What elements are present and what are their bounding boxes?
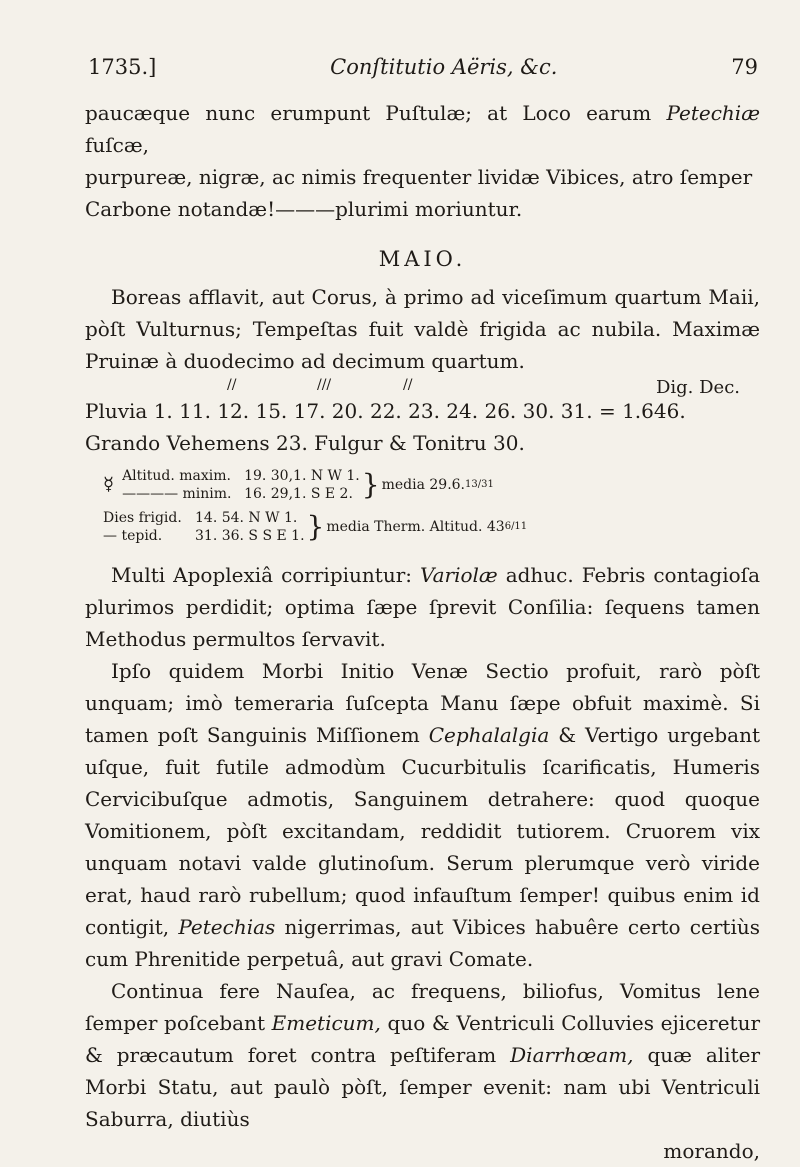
paragraph-method <box>85 655 760 975</box>
alt-media: media 29.6. <box>381 477 465 493</box>
weather-paragraph: Boreas afflavit, aut Corus, à primo ad viceſimum quartum Maii, pòſt Vulturnus; Tempeſtas fuit valdè frigida ac nubila. Maximæ Pruinæ à duodecimo ad decimum quartum. <box>85 285 760 373</box>
p3-italic-2: Petechias <box>178 915 276 939</box>
p3-text-c: & Vertigo urgebant uſque, fuit futile admodùm Cucurbitulis ſcarificatis, Humeris Cervicibuſque admotis, Sanguinem detrahere: quod quoque Vomitionem, pòſt excitandam, reddidit tutiorem. Cruorem vix unquam notavi valde glutinoſum. Serum plerumque verò viride erat, haud rarò rubellum; quod infauſtum ſemper! quibus enim id contigit, <box>85 723 760 939</box>
alt-max-label: Altitud. maxim. <box>122 468 231 484</box>
intro-line-3: Carbone notandæ!———plurimi moriuntur. <box>85 197 523 221</box>
paragraph-emetic <box>85 975 760 1135</box>
intro-text: paucæque nunc erumpunt Puſtulæ; at Loco earum <box>85 101 667 125</box>
p3-text-e: nigerrimas, aut Vibices habuêre certo certiùs cum Phrenitide perpetuâ, aut gravi Comate. <box>85 915 760 971</box>
dies-frigid-value: 14. 54. N W 1. <box>195 510 298 526</box>
alt-min-label: ———— minim. <box>122 486 232 502</box>
alt-media-frac: 13/31 <box>465 479 494 490</box>
p4-text-a: Continua fere Nauſea, ac frequens, biliofus, Vomitus lene ſemper poſcebant <box>85 979 760 1035</box>
dies-tepid-label: — tepid. <box>103 528 163 544</box>
catchword: morando, <box>663 1139 760 1163</box>
observation-table <box>103 467 760 545</box>
p4-italic-1: Emeticum, <box>271 1011 381 1035</box>
dies-frigid-label: Dies frigid. <box>103 510 182 526</box>
brace-icon: } <box>306 510 325 543</box>
paragraph-disease <box>85 559 760 655</box>
p2-text-c: adhuc. Febris contagioſa plurimos perdidit; optima ſæpe ſprevit Conſilia: ſequens tamen Methodus permultos ſervavit. <box>85 563 760 651</box>
page-number: 79 <box>731 55 758 79</box>
intro-line-2: purpureæ, nigræ, ac nimis frequenter lividæ Vibices, atro ſemper <box>85 165 753 189</box>
p2-text-a: Multi Apoplexiâ corripiuntur: <box>111 563 420 587</box>
month-heading: MAIO. <box>378 247 467 271</box>
mercury-symbol: ☿ <box>103 474 115 495</box>
alt-max-value: 19. 30,1. N W 1. <box>244 468 360 484</box>
hail-line: Grando Vehemens 23. Fulgur & Tonitru 30. <box>85 431 525 455</box>
therm-media: media Therm. Altitud. 43 <box>326 519 505 535</box>
year-label: 1735.] <box>88 55 157 79</box>
dies-frigid-row <box>103 509 305 527</box>
altitude-group <box>103 467 760 503</box>
p3-text-a: Ipſo quidem Morbi Initio Venæ Sectio profuit, rarò pòſt unquam; imò temeraria ſuſcepta Manu ſæpe obfuit maximè. Si tamen poſt Sanguinis Miſſionem <box>85 659 760 747</box>
alt-min-value: 16. 29,1. S E 2. <box>244 486 353 502</box>
rain-mark-1: // <box>227 377 237 393</box>
dies-tepid-value: 31. 36. S S E 1. <box>195 528 305 544</box>
intro-line-1 <box>85 97 760 161</box>
p2-italic: Variolæ <box>419 563 498 587</box>
rain-mark-3: // <box>403 377 413 393</box>
dies-group <box>103 509 760 545</box>
rain-line: Pluvia 1. 11. 12. 15. 17. 20. 22. 23. 24. 26. 30. 31. = 1.646. <box>85 399 686 423</box>
text-body <box>85 559 760 1167</box>
p4-text-c: quo & Ventriculi Colluvies ejiceretur & præcautum foret contra peſtiferam <box>85 1011 761 1067</box>
p4-text-e: quæ aliter Morbi Statu, aut paulò pòſt, ſemper evenit: nam ubi Ventriculi Saburra, diutiùs <box>85 1043 760 1131</box>
p4-italic-2: Diarrhœam, <box>510 1043 634 1067</box>
dig-dec-label: Dig. Dec. <box>655 377 740 398</box>
running-title: Conſtitutio Aëris, &c. <box>330 55 558 79</box>
dies-rows <box>103 509 305 545</box>
rain-mark-2: /// <box>317 377 332 393</box>
running-header <box>88 52 758 82</box>
altitude-min-row <box>122 485 360 503</box>
rain-marks <box>85 377 760 398</box>
brace-icon: } <box>361 468 380 501</box>
dies-tepid-row <box>103 527 305 545</box>
altitude-rows <box>122 467 360 503</box>
page-body <box>85 97 760 1167</box>
p3-italic-1: Cephalalgia <box>428 723 550 747</box>
intro-italic: Petechiæ <box>666 101 760 125</box>
therm-media-frac: 6/11 <box>504 521 528 532</box>
intro-text-end: fuſcæ, <box>85 133 150 157</box>
altitude-max-row <box>122 467 360 485</box>
